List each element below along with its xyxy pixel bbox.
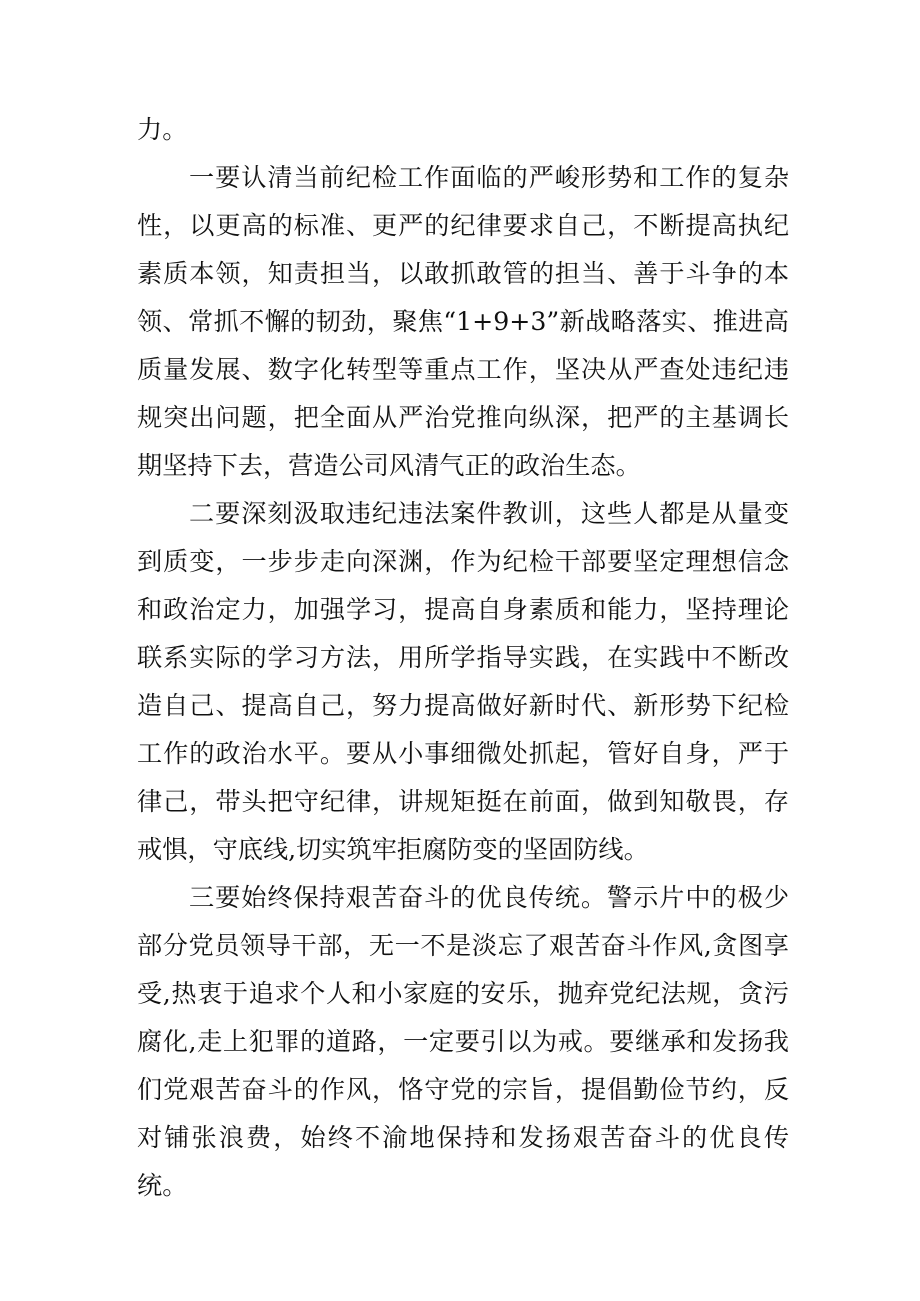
paragraph-point-two: 二要深刻汲取违纪违法案件教训，这些人都是从量变到质变，一步步走向深渊，作为纪检干部要坚定理想信念和政治定力，加强学习，提高自身素质和能力，坚持理论联系实际的学习方法，用所学指导实践，在实践中不断改造自己、提高自己，努力提高做好新时代、新形势下纪检工作的政治水平。要从小事细微处抓起，管好自身，严于律己，带头把守纪律，讲规矩挺在前面，做到知敬畏，存戒惧，守底线,切实筑牢拒腐防变的坚固防线。 bbox=[137, 499, 789, 864]
paragraph-point-one: 一要认清当前纪检工作面临的严峻形势和工作的复杂性，以更高的标准、更严的纪律要求自己，不断提高执纪素质本领，知责担当，以敢抓敢管的担当、善于斗争的本领、常抓不懈的韧劲，聚焦“1+9+3”新战略落实、推进高质量发展、数字化转型等重点工作，坚决从严查处违纪违规突出问题，把全面从严治党推向纵深，把严的主基调长期坚持下去，营造公司风清气正的政治生态。 bbox=[137, 163, 789, 480]
paragraph-point-three: 三要始终保持艰苦奋斗的优良传统。警示片中的极少部分党员领导干部，无一不是淡忘了艰苦奋斗作风,贪图享受,热衷于追求个人和小家庭的安乐，抛弃党纪法规，贪污腐化,走上犯罪的道路，一定要引以为戒。要继承和发扬我们党艰苦奋斗的作风，恪守党的宗旨，提倡勤俭节约，反对铺张浪费，始终不渝地保持和发扬艰苦奋斗的优良传统。 bbox=[137, 883, 789, 1200]
paragraph-continuation: 力。 bbox=[137, 115, 188, 144]
document-body bbox=[137, 106, 789, 1210]
